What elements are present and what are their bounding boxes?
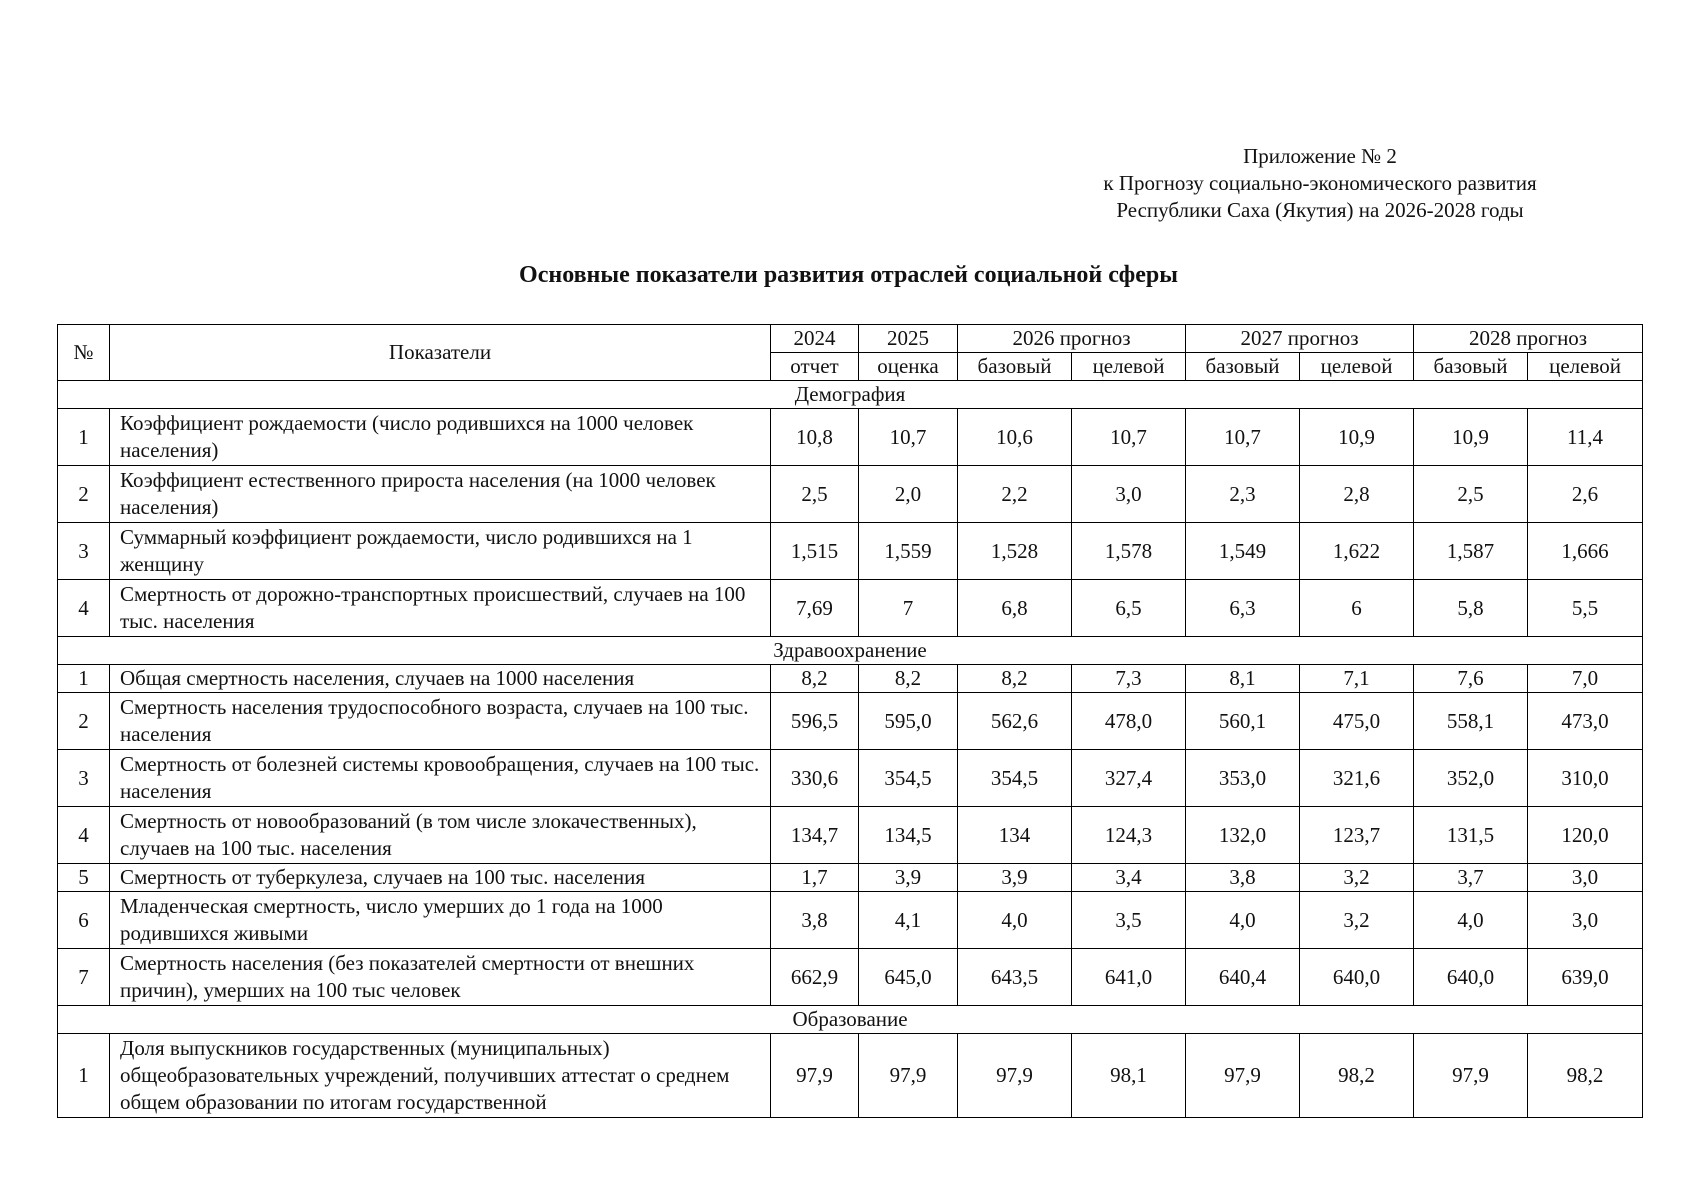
value-cell: 3,0	[1528, 864, 1643, 892]
table-row	[58, 750, 1643, 807]
row-number: 4	[58, 807, 110, 864]
value-cell: 7,0	[1528, 665, 1643, 693]
value-cell: 97,9	[1414, 1034, 1528, 1118]
indicator-label: Смертность населения трудоспособного возраста, случаев на 100 тыс. населения	[110, 693, 771, 750]
header-2027-base: базовый	[1186, 353, 1300, 381]
value-cell: 10,7	[1072, 409, 1186, 466]
value-cell: 639,0	[1528, 949, 1643, 1006]
value-cell: 11,4	[1528, 409, 1643, 466]
header-2025-sub: оценка	[859, 353, 958, 381]
value-cell: 10,6	[958, 409, 1072, 466]
table-row	[58, 807, 1643, 864]
table-row	[58, 409, 1643, 466]
value-cell: 475,0	[1300, 693, 1414, 750]
value-cell: 641,0	[1072, 949, 1186, 1006]
value-cell: 3,5	[1072, 892, 1186, 949]
annex-line-2: к Прогнозу социально-экономического развития	[1103, 171, 1537, 195]
value-cell: 10,9	[1300, 409, 1414, 466]
header-2027-target: целевой	[1300, 353, 1414, 381]
value-cell: 2,5	[771, 466, 859, 523]
value-cell: 4,0	[1186, 892, 1300, 949]
value-cell: 3,8	[771, 892, 859, 949]
value-cell: 98,2	[1528, 1034, 1643, 1118]
value-cell: 321,6	[1300, 750, 1414, 807]
value-cell: 353,0	[1186, 750, 1300, 807]
value-cell: 562,6	[958, 693, 1072, 750]
value-cell: 3,8	[1186, 864, 1300, 892]
header-indicator: Показатели	[110, 325, 771, 381]
value-cell: 124,3	[1072, 807, 1186, 864]
value-cell: 97,9	[958, 1034, 1072, 1118]
row-number: 1	[58, 409, 110, 466]
value-cell: 645,0	[859, 949, 958, 1006]
value-cell: 2,0	[859, 466, 958, 523]
row-number: 6	[58, 892, 110, 949]
value-cell: 327,4	[1072, 750, 1186, 807]
value-cell: 595,0	[859, 693, 958, 750]
value-cell: 354,5	[958, 750, 1072, 807]
value-cell: 3,9	[859, 864, 958, 892]
value-cell: 6	[1300, 580, 1414, 637]
value-cell: 3,4	[1072, 864, 1186, 892]
value-cell: 2,6	[1528, 466, 1643, 523]
indicator-label: Смертность населения (без показателей смертности от внешних причин), умерших на 100 тыс человек	[110, 949, 771, 1006]
header-2028-target: целевой	[1528, 353, 1643, 381]
value-cell: 10,7	[859, 409, 958, 466]
value-cell: 1,549	[1186, 523, 1300, 580]
indicator-label: Смертность от болезней системы кровообращения, случаев на 100 тыс. населения	[110, 750, 771, 807]
value-cell: 640,0	[1414, 949, 1528, 1006]
table-row	[58, 949, 1643, 1006]
header-2026-base: базовый	[958, 353, 1072, 381]
header-2028-base: базовый	[1414, 353, 1528, 381]
value-cell: 98,1	[1072, 1034, 1186, 1118]
value-cell: 7	[859, 580, 958, 637]
value-cell: 1,578	[1072, 523, 1186, 580]
value-cell: 3,0	[1528, 892, 1643, 949]
value-cell: 3,2	[1300, 864, 1414, 892]
header-2024: 2024	[771, 325, 859, 353]
row-number: 1	[58, 1034, 110, 1118]
value-cell: 5,8	[1414, 580, 1528, 637]
value-cell: 2,5	[1414, 466, 1528, 523]
indicator-label: Смертность от туберкулеза, случаев на 100 тыс. населения	[110, 864, 771, 892]
section-title: Образование	[58, 1006, 1643, 1034]
value-cell: 1,559	[859, 523, 958, 580]
value-cell: 352,0	[1414, 750, 1528, 807]
row-number: 3	[58, 523, 110, 580]
value-cell: 1,666	[1528, 523, 1643, 580]
document-title: Основные показатели развития отраслей социальной сферы	[519, 262, 1178, 288]
table-row	[58, 665, 1643, 693]
value-cell: 1,622	[1300, 523, 1414, 580]
header-num: №	[58, 325, 110, 381]
value-cell: 131,5	[1414, 807, 1528, 864]
value-cell: 10,8	[771, 409, 859, 466]
value-cell: 1,528	[958, 523, 1072, 580]
header-2026: 2026 прогноз	[958, 325, 1186, 353]
annex-line-3: Республики Саха (Якутия) на 2026-2028 годы	[1116, 198, 1524, 222]
indicator-label: Суммарный коэффициент рождаемости, число родившихся на 1 женщину	[110, 523, 771, 580]
indicator-label: Общая смертность населения, случаев на 1000 населения	[110, 665, 771, 693]
value-cell: 643,5	[958, 949, 1072, 1006]
table-row	[58, 580, 1643, 637]
value-cell: 10,7	[1186, 409, 1300, 466]
row-number: 4	[58, 580, 110, 637]
value-cell: 134,5	[859, 807, 958, 864]
value-cell: 97,9	[771, 1034, 859, 1118]
row-number: 2	[58, 693, 110, 750]
table-body	[58, 381, 1643, 1118]
value-cell: 6,3	[1186, 580, 1300, 637]
header-2028: 2028 прогноз	[1414, 325, 1643, 353]
value-cell: 7,3	[1072, 665, 1186, 693]
value-cell: 8,2	[859, 665, 958, 693]
value-cell: 7,69	[771, 580, 859, 637]
row-number: 3	[58, 750, 110, 807]
indicator-label: Коэффициент естественного прироста населения (на 1000 человек населения)	[110, 466, 771, 523]
value-cell: 662,9	[771, 949, 859, 1006]
value-cell: 1,587	[1414, 523, 1528, 580]
value-cell: 8,1	[1186, 665, 1300, 693]
value-cell: 5,5	[1528, 580, 1643, 637]
table-row	[58, 466, 1643, 523]
value-cell: 8,2	[958, 665, 1072, 693]
table-row	[58, 864, 1643, 892]
value-cell: 640,4	[1186, 949, 1300, 1006]
value-cell: 132,0	[1186, 807, 1300, 864]
header-2024-sub: отчет	[771, 353, 859, 381]
value-cell: 120,0	[1528, 807, 1643, 864]
indicator-label: Смертность от новообразований (в том числе злокачественных), случаев на 100 тыс. населения	[110, 807, 771, 864]
value-cell: 98,2	[1300, 1034, 1414, 1118]
section-title: Демография	[58, 381, 1643, 409]
indicator-label: Смертность от дорожно-транспортных происшествий, случаев на 100 тыс. населения	[110, 580, 771, 637]
row-number: 1	[58, 665, 110, 693]
value-cell: 7,1	[1300, 665, 1414, 693]
value-cell: 310,0	[1528, 750, 1643, 807]
value-cell: 97,9	[1186, 1034, 1300, 1118]
value-cell: 134	[958, 807, 1072, 864]
indicator-label: Коэффициент рождаемости (число родившихся на 1000 человек населения)	[110, 409, 771, 466]
annex-line-1: Приложение № 2	[1243, 144, 1397, 168]
row-number: 7	[58, 949, 110, 1006]
value-cell: 2,3	[1186, 466, 1300, 523]
indicators-table	[57, 324, 1643, 1118]
value-cell: 478,0	[1072, 693, 1186, 750]
table-row	[58, 523, 1643, 580]
value-cell: 97,9	[859, 1034, 958, 1118]
value-cell: 4,0	[958, 892, 1072, 949]
indicator-label: Младенческая смертность, число умерших до 1 года на 1000 родившихся живыми	[110, 892, 771, 949]
header-2026-target: целевой	[1072, 353, 1186, 381]
table-row	[58, 1034, 1643, 1118]
value-cell: 6,5	[1072, 580, 1186, 637]
value-cell: 354,5	[859, 750, 958, 807]
table-row	[58, 892, 1643, 949]
value-cell: 6,8	[958, 580, 1072, 637]
value-cell: 2,2	[958, 466, 1072, 523]
row-number: 2	[58, 466, 110, 523]
value-cell: 473,0	[1528, 693, 1643, 750]
section-title: Здравоохранение	[58, 637, 1643, 665]
section-row	[58, 637, 1643, 665]
header-2027: 2027 прогноз	[1186, 325, 1414, 353]
section-row	[58, 381, 1643, 409]
value-cell: 560,1	[1186, 693, 1300, 750]
table-row	[58, 693, 1643, 750]
value-cell: 1,7	[771, 864, 859, 892]
value-cell: 3,2	[1300, 892, 1414, 949]
header-2025: 2025	[859, 325, 958, 353]
value-cell: 134,7	[771, 807, 859, 864]
value-cell: 596,5	[771, 693, 859, 750]
value-cell: 3,0	[1072, 466, 1186, 523]
value-cell: 558,1	[1414, 693, 1528, 750]
value-cell: 2,8	[1300, 466, 1414, 523]
value-cell: 4,1	[859, 892, 958, 949]
value-cell: 4,0	[1414, 892, 1528, 949]
value-cell: 3,7	[1414, 864, 1528, 892]
annex-block	[1020, 143, 1620, 224]
value-cell: 7,6	[1414, 665, 1528, 693]
section-row	[58, 1006, 1643, 1034]
indicator-label: Доля выпускников государственных (муниципальных) общеобразовательных учреждений, получивших аттестат о среднем общем образовании по итогам государственной	[110, 1034, 771, 1118]
value-cell: 3,9	[958, 864, 1072, 892]
value-cell: 640,0	[1300, 949, 1414, 1006]
value-cell: 8,2	[771, 665, 859, 693]
value-cell: 10,9	[1414, 409, 1528, 466]
value-cell: 1,515	[771, 523, 859, 580]
value-cell: 123,7	[1300, 807, 1414, 864]
value-cell: 330,6	[771, 750, 859, 807]
row-number: 5	[58, 864, 110, 892]
